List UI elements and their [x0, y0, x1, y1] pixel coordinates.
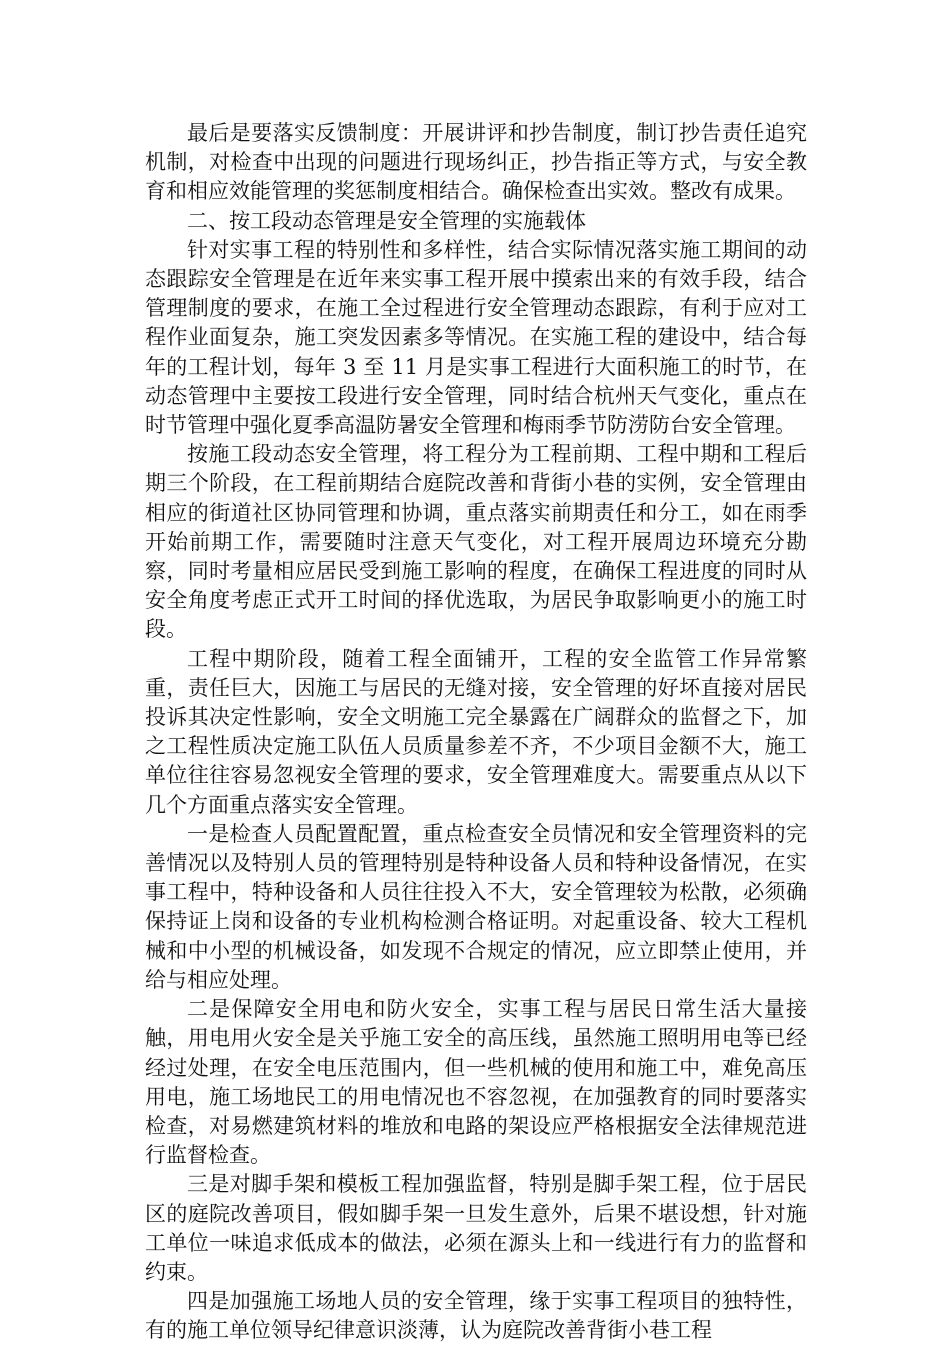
paragraph-point-two: 二是保障安全用电和防火安全，实事工程与居民日常生活大量接触，用电用火安全是关乎施工安全的高压线，虽然施工照明用电等已经经过处理，在安全电压范围内，但一些机械的使用和施工中，难免高压用电，施工场地民工的用电情况也不容忽视，在加强教育的同时要落实检查，对易燃建筑材料的堆放和电路的架设应严格根据安全法律规范进行监督检查。: [145, 997, 807, 1168]
paragraph-point-one: 一是检查人员配置配置，重点检查安全员情况和安全管理资料的完善情况以及特别人员的管理特别是特种设备人员和特种设备情况，在实事工程中，特种设备和人员往往投入不大，安全管理较为松散，必须确保持证上岗和设备的专业机构检测合格证明。对起重设备、较大工程机械和中小型的机械设备，如发现不合规定的情况，应立即禁止使用，并给与相应处理。: [145, 821, 807, 992]
paragraph-dynamic-tracking: 针对实事工程的特别性和多样性，结合实际情况落实施工期间的动态跟踪安全管理是在近年来实事工程开展中摸索出来的有效手段，结合管理制度的要求，在施工全过程进行安全管理动态跟踪，有利于应对工程作业面复杂，施工突发因素多等情况。在实施工程的建设中，结合每年的工程计划，每年 3 至 11 月是实事工程进行大面积施工的时节，在动态管理中主要按工段进行安全管理，同时结合杭州天气变化，重点在时节管理中强化夏季高温防暑安全管理和梅雨季节防涝防台安全管理。: [145, 237, 807, 438]
paragraph-point-three: 三是对脚手架和模板工程加强监督，特别是脚手架工程，位于居民区的庭院改善项目，假如脚手架一旦发生意外，后果不堪设想，针对施工单位一味追求低成本的做法，必须在源头上和一线进行有力的监督和约束。: [145, 1172, 807, 1284]
document-body: [145, 119, 807, 1346]
paragraph-early-stage: 按施工段动态安全管理，将工程分为工程前期、工程中期和工程后期三个阶段，在工程前期结合庭院改善和背街小巷的实例，安全管理由相应的街道社区协同管理和协调，重点落实前期责任和分工，如在雨季开始前期工作，需要随时注意天气变化，对工程开展周边环境充分勘察，同时考量相应居民受到施工影响的程度，在确保工程进度的同时从安全角度考虑正式开工时间的择优选取，为居民争取影响更小的施工时段。: [145, 442, 807, 642]
paragraph-feedback-system: 最后是要落实反馈制度：开展讲评和抄告制度，制订抄告责任追究机制，对检查中出现的问题进行现场纠正，抄告指正等方式，与安全教育和相应效能管理的奖惩制度相结合。确保检查出实效。整改有成果。: [145, 121, 807, 204]
paragraph-middle-stage: 工程中期阶段，随着工程全面铺开，工程的安全监管工作异常繁重，责任巨大，因施工与居民的无缝对接，安全管理的好坏直接对居民投诉其决定性影响，安全文明施工完全暴露在广阔群众的监督之下，加之工程性质决定施工队伍人员质量参差不齐，不少项目金额不大，施工单位往往容易忽视安全管理的要求，安全管理难度大。需要重点从以下几个方面重点落实安全管理。: [145, 646, 807, 817]
paragraph-point-four: 四是加强施工场地人员的安全管理，缘于实事工程项目的独特性，有的施工单位领导纪律意识淡薄，认为庭院改善背街小巷工程: [145, 1289, 807, 1343]
section-heading-2: 二、按工段动态管理是安全管理的实施载体: [187, 208, 586, 233]
